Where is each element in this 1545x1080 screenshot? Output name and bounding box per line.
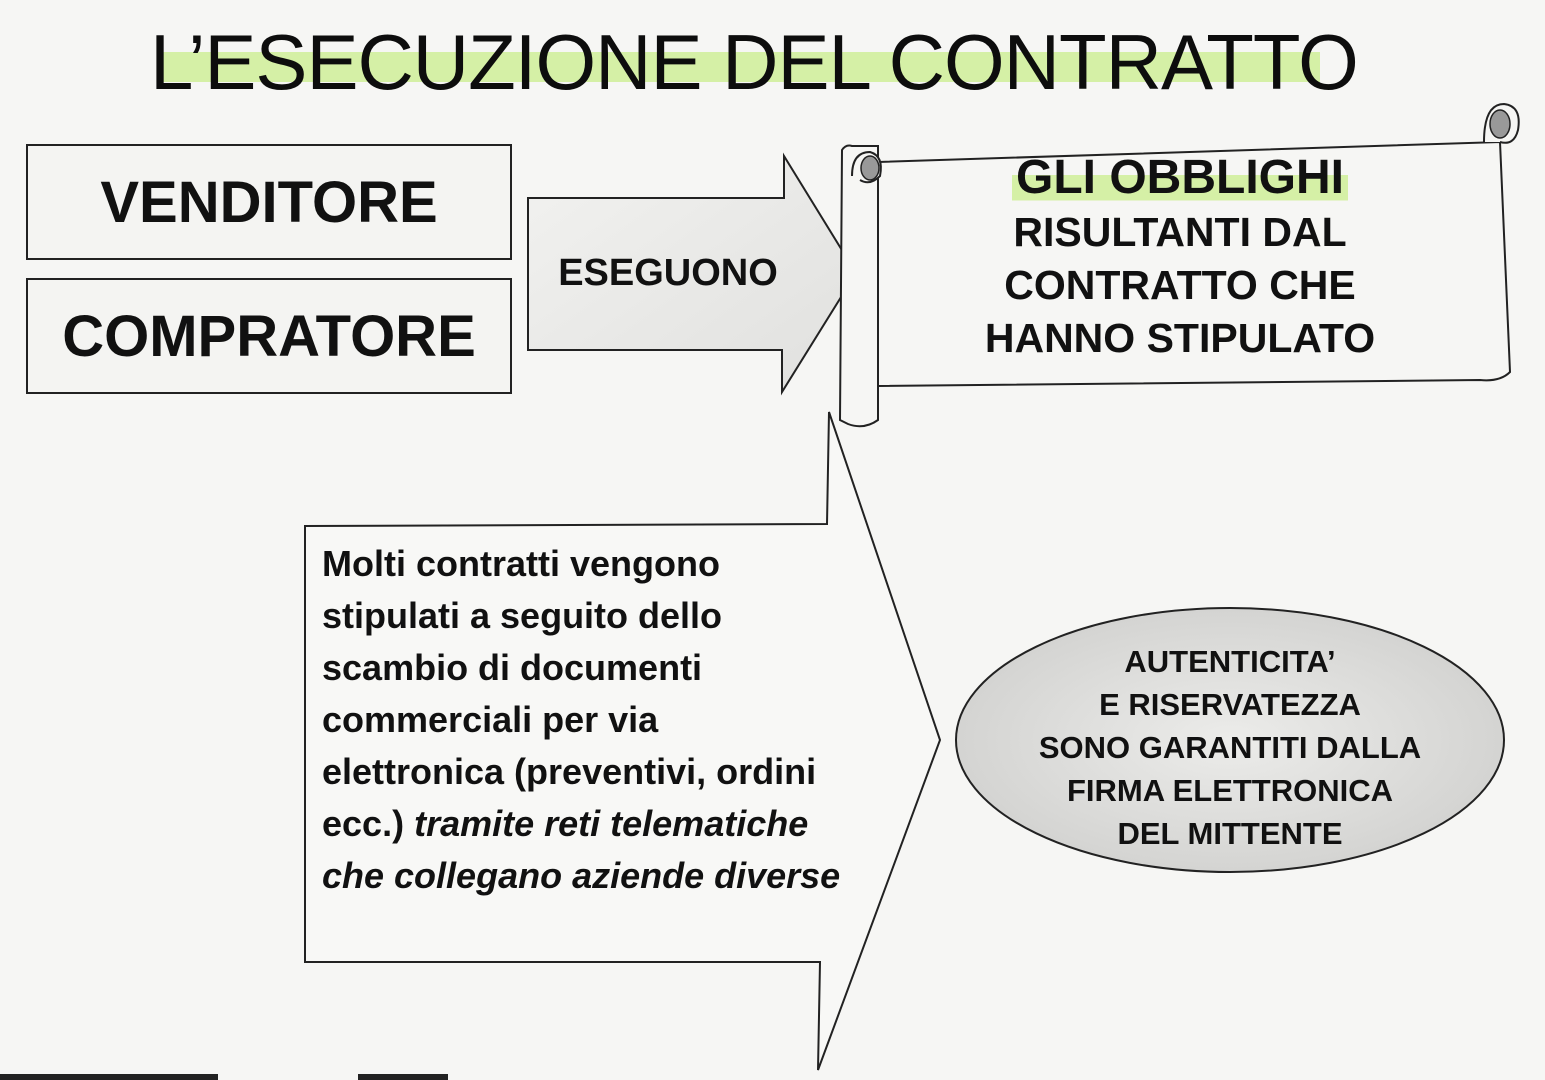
buyer-box: COMPRATORE <box>26 278 512 394</box>
obligations-text <box>900 150 1460 365</box>
obligations-line: RISULTANTI DAL <box>1013 209 1347 255</box>
bottom-edge-mark <box>358 1074 448 1080</box>
bottom-edge-mark <box>0 1074 218 1080</box>
obligations-heading: GLI OBBLIGHI <box>1012 150 1348 206</box>
oval-line: E RISERVATEZZA <box>1099 687 1361 722</box>
scroll-curl-right <box>1490 110 1510 138</box>
callout-text <box>322 538 842 902</box>
callout-plain: Molti contratti vengono stipulati a seguito dello scambio di documenti commerciali per via elettronica (preventivi, ordini ecc.) <box>322 543 817 844</box>
scroll-curl-left <box>861 156 879 180</box>
page-title: L’ESECUZIONE DEL CONTRATTO <box>150 18 1358 106</box>
oval-line: AUTENTICITA’ <box>1124 644 1336 679</box>
oval-line: DEL MITTENTE <box>1117 816 1343 851</box>
arrow-label: ESEGUONO <box>558 252 778 294</box>
oval-text <box>990 640 1470 855</box>
obligations-line: CONTRATTO CHE <box>1004 262 1356 308</box>
oval-line: SONO GARANTITI DALLA <box>1038 730 1422 765</box>
obligations-line: HANNO STIPULATO <box>984 315 1376 361</box>
callout-italic: tramite reti telematiche che collegano aziende diverse <box>322 803 841 896</box>
oval-line: FIRMA ELETTRONICA <box>1066 773 1394 808</box>
seller-box: VENDITORE <box>26 144 512 260</box>
